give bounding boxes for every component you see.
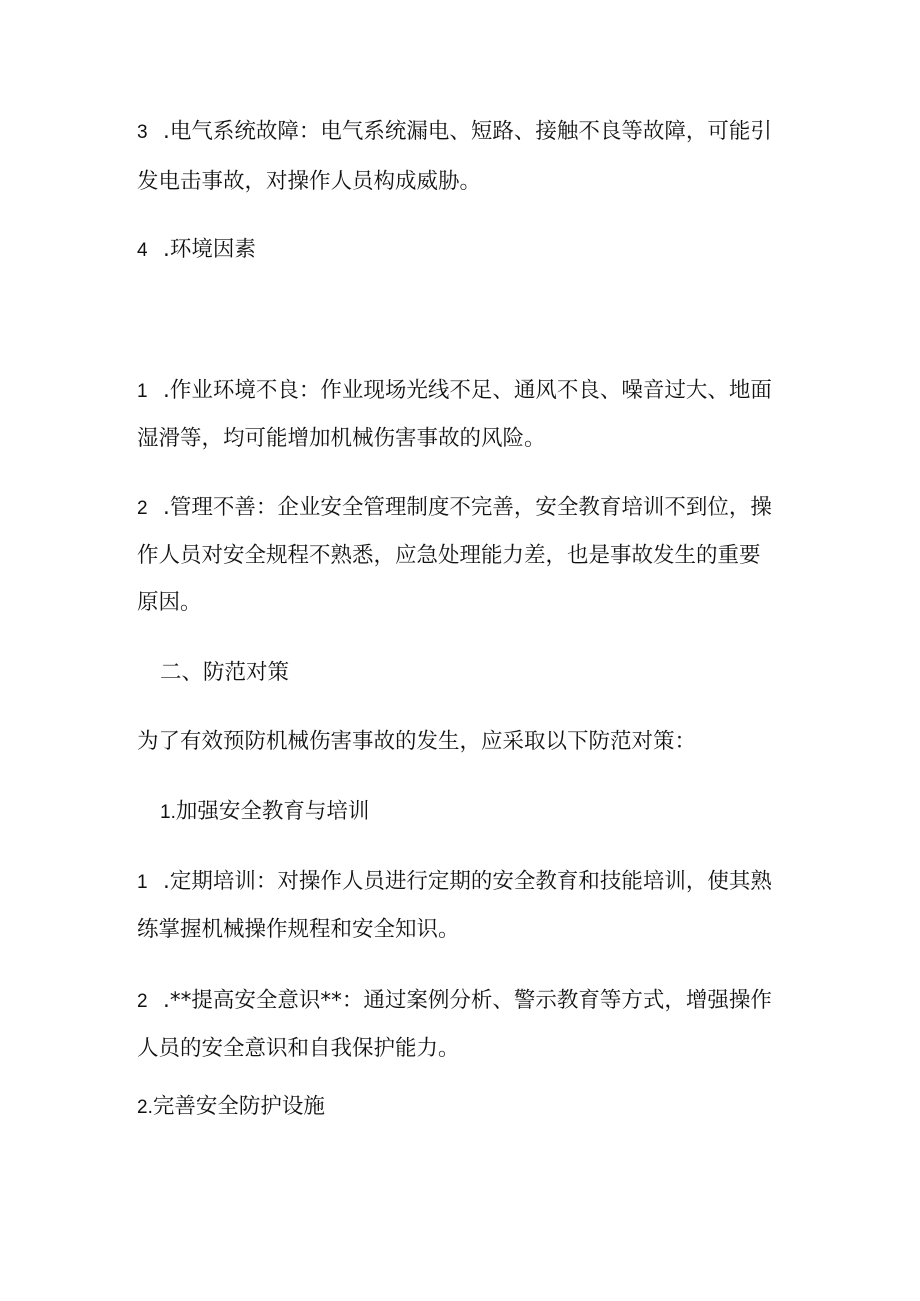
- subheading-text: 加强安全教育与培训: [175, 799, 370, 824]
- item-2-aware-line-1: [137, 979, 797, 1024]
- subheading-text: 完善安全防护设施: [152, 1094, 325, 1119]
- item-text: 练掌握机械操作规程和安全知识。: [137, 917, 460, 942]
- item-4-line-1: [137, 228, 797, 273]
- item-2-aware-line-2: [137, 1027, 797, 1071]
- item-1-train-line-1: [137, 860, 797, 905]
- intro-paragraph: [137, 720, 797, 764]
- item-number: 2: [137, 498, 148, 519]
- item-text: 人员的安全意识和自我保护能力。: [137, 1036, 460, 1061]
- paragraph-text: 为了有效预防机械伤害事故的发生，应采取以下防范对策：: [137, 729, 697, 754]
- section-heading: [160, 651, 820, 695]
- item-text: .电气系统故障：电气系统漏电、短路、接触不良等故障，可能引: [163, 119, 772, 144]
- item-2-mgmt-line-3: [137, 581, 797, 625]
- item-number: 2: [137, 991, 148, 1012]
- item-1-train-line-2: [137, 908, 797, 952]
- item-text: 作人员对安全规程不熟悉，应急处理能力差，也是事故发生的重要: [137, 543, 761, 568]
- item-text: 发电击事故，对操作人员构成威胁。: [137, 169, 482, 194]
- item-number: 3: [137, 122, 148, 143]
- item-text: 湿滑等，均可能增加机械伤害事故的风险。: [137, 426, 546, 451]
- item-1-env-line-1: [137, 369, 797, 414]
- item-text: .环境因素: [163, 237, 256, 262]
- item-2-mgmt-line-1: [137, 486, 797, 531]
- item-2-mgmt-line-2: [137, 534, 797, 578]
- item-text: .管理不善：企业安全管理制度不完善，安全教育培训不到位，操: [163, 495, 772, 520]
- item-text: 原因。: [137, 590, 202, 615]
- item-number: 4: [137, 240, 148, 261]
- item-number: 1: [137, 872, 148, 893]
- subheading-number: 2.: [137, 1097, 153, 1118]
- item-1-env-line-2: [137, 417, 797, 461]
- item-number: 1: [137, 381, 148, 402]
- item-text: .定期培训：对操作人员进行定期的安全教育和技能培训，使其熟: [163, 869, 772, 894]
- item-3-line-2: [137, 160, 797, 204]
- subheading-1: [160, 790, 820, 835]
- subheading-2: [137, 1085, 797, 1130]
- subheading-number: 1.: [160, 802, 176, 823]
- item-3-line-1: [137, 110, 797, 155]
- item-text: .作业环境不良：作业现场光线不足、通风不良、噪音过大、地面: [163, 378, 772, 403]
- heading-text: 二、防范对策: [160, 660, 290, 685]
- item-text: .**提高安全意识**：通过案例分析、警示教育等方式，增强操作: [163, 988, 772, 1013]
